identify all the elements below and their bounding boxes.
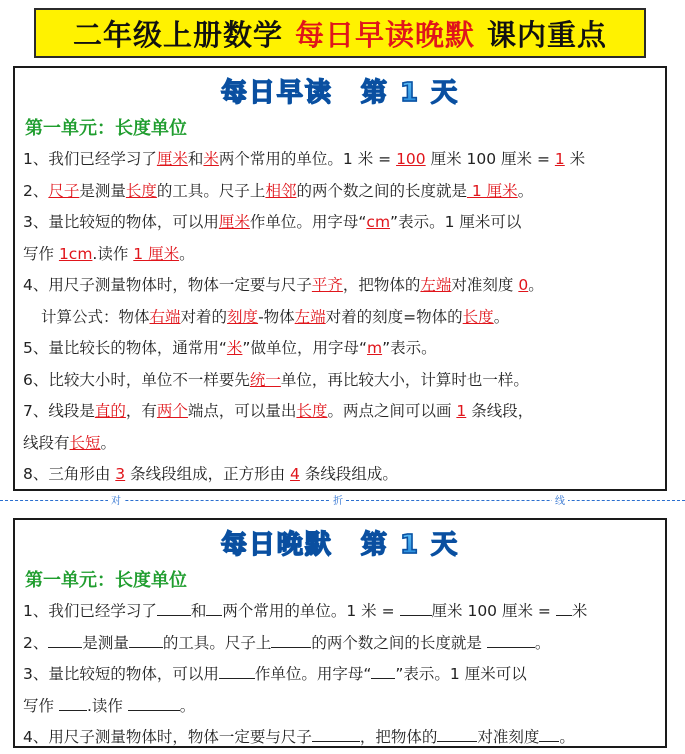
banner-grade: 二年级上册数学: [72, 17, 283, 52]
evening-item-1: 1、我们已经学习了 和 两个常用的单位。1 米 = 厘米 100 厘米 = 米: [23, 602, 588, 620]
evening-item-4: 4、用尺子测量物体时，物体一定要与尺子 ，把物体的 对准刻度 。: [23, 728, 575, 746]
morning-item-2: 2、尺子是测量长度的工具。尺子上相邻的两个数之间的长度就是 1 厘米。: [23, 181, 534, 200]
evening-unit-heading: 第一单元：长度单位: [25, 570, 187, 591]
fold-label-1: 对: [108, 492, 124, 507]
morning-item-7: 7、线段是直的，有两个端点，可以量出长度。两点之间可以画 1 条线段，: [23, 402, 534, 420]
morning-title-day: 第 1 天: [361, 72, 459, 109]
evening-title: [15, 524, 665, 560]
morning-item-3: 3、量比较短的物体，可以用厘米作单位。用字母“cm”表示。1 厘米可以: [23, 213, 522, 231]
morning-item-4: 4、用尺子测量物体时，物体一定要与尺子平齐，把物体的左端对准刻度 0。: [23, 276, 544, 294]
evening-title-day: 第 1 天: [361, 524, 459, 561]
morning-item-7-cont: 线段有长短。: [23, 433, 117, 452]
morning-reading-card: [13, 66, 667, 491]
morning-title-main: 每日早读: [221, 72, 333, 109]
morning-item-8: 8、三角形由 3 条线段组成，正方形由 4 条线段组成。: [23, 465, 398, 483]
morning-item-3-cont: 写作 1cm.读作 1 厘米。: [23, 244, 195, 263]
fold-line: [0, 496, 685, 511]
banner-theme: 每日早读晚默: [294, 17, 475, 52]
morning-title: [15, 72, 665, 108]
fold-label-3: 线: [552, 492, 568, 507]
evening-recall-card: [13, 518, 667, 748]
morning-unit-heading: 第一单元：长度单位: [25, 118, 187, 139]
evening-item-3: 3、量比较短的物体，可以用 作单位。用字母“ ”表示。1 厘米可以: [23, 665, 527, 683]
evening-item-3-cont: 写作 .读作 。: [23, 696, 196, 715]
evening-title-main: 每日晚默: [221, 524, 333, 561]
morning-item-1: 1、我们已经学习了厘米和米两个常用的单位。1 米 = 100 厘米 100 厘米 = 1 米: [23, 150, 586, 168]
morning-item-4-formula: 计算公式：物体右端对着的刻度-物体左端对着的刻度=物体的长度。: [41, 307, 510, 326]
morning-item-6: 6、比较大小时，单位不一样要先统一单位，再比较大小，计算时也一样。: [23, 370, 529, 389]
header-banner: [34, 8, 646, 58]
morning-item-5: 5、量比较长的物体，通常用“米”做单位，用字母“m”表示。: [23, 339, 437, 357]
fold-label-2: 折: [330, 492, 346, 507]
banner-focus: 课内重点: [487, 17, 608, 52]
evening-item-2: 2、 是测量 的工具。尺子上 的两个数之间的长度就是 。: [23, 633, 551, 652]
